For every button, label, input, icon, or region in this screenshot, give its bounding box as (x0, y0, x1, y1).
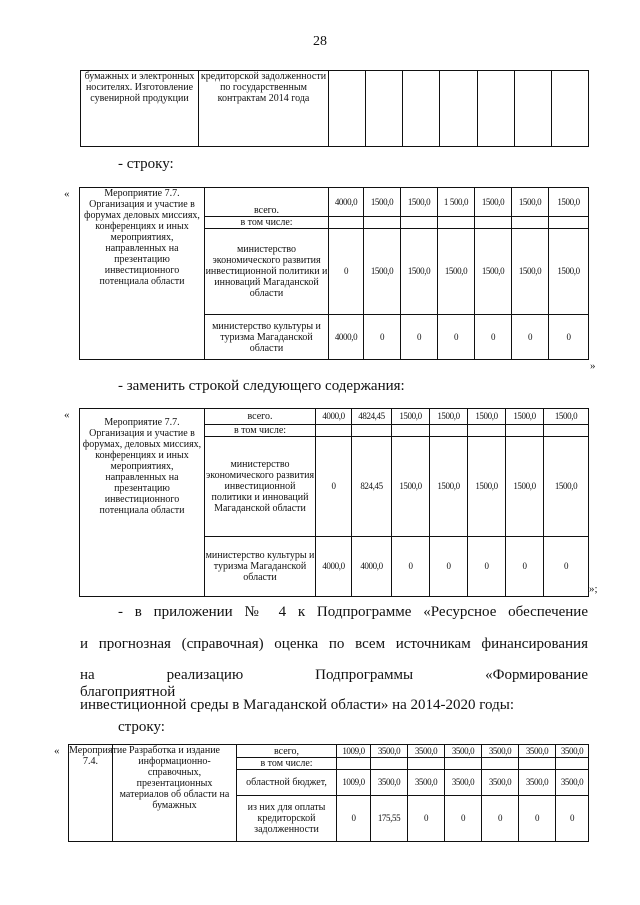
value-cell: 1500,0 (364, 229, 401, 315)
value-cell: 824,45 (352, 437, 392, 537)
empty-cell (408, 758, 445, 770)
value-cell: 0 (556, 796, 589, 842)
value-cell: 4000,0 (329, 188, 364, 217)
empty-cell (551, 71, 588, 147)
value-cell: 3500,0 (371, 745, 408, 758)
empty-cell (352, 425, 392, 437)
open-quote: « (54, 745, 60, 757)
empty-cell (445, 758, 482, 770)
value-cell: 3500,0 (482, 770, 519, 796)
row-label-ministry-economy: министерство экономического развития инвестиционной политики и инноваций Магаданской области (205, 437, 316, 537)
value-cell: 1500,0 (401, 229, 438, 315)
value-cell: 1500,0 (430, 437, 468, 537)
value-cell: 3500,0 (519, 745, 556, 758)
row-label-total: всего. (205, 409, 316, 425)
event-code: Мероприятие 7.4. (69, 745, 113, 842)
value-cell: 0 (482, 796, 519, 842)
value-cell: 0 (549, 315, 589, 360)
event-name: Разработка и издание информационно-справочных, презентационных материалов об области на бумажных (113, 745, 237, 842)
empty-cell (337, 758, 371, 770)
value-cell: 3500,0 (408, 745, 445, 758)
empty-cell (401, 217, 438, 229)
value-cell: 1500,0 (468, 409, 506, 425)
close-quote: » (590, 360, 596, 372)
row-label-total: всего, (237, 745, 337, 758)
empty-cell (392, 425, 430, 437)
empty-cell (556, 758, 589, 770)
value-cell: 1500,0 (392, 409, 430, 425)
empty-cell (440, 71, 477, 147)
empty-cell (329, 217, 364, 229)
old-row-table (79, 187, 589, 360)
resource-table (68, 744, 589, 842)
paragraph-line-2: и прогнозная (справочная) оценка по всем источникам финансирования (80, 636, 588, 652)
empty-cell (403, 71, 440, 147)
empty-cell (514, 71, 551, 147)
value-cell: 3500,0 (408, 770, 445, 796)
empty-cell (506, 425, 544, 437)
value-cell: 0 (468, 537, 506, 597)
empty-cell (482, 758, 519, 770)
empty-cell (475, 217, 512, 229)
instruction-replace-label: - заменить строкой следующего содержания: (118, 378, 405, 394)
paragraph-line-1: - в приложении № 4 к Подпрограмме «Ресурсное обеспечение (118, 604, 588, 620)
value-cell: 4000,0 (352, 537, 392, 597)
value-cell: 3500,0 (556, 745, 589, 758)
instruction-row-label: - строку: (118, 156, 174, 172)
value-cell: 1500,0 (544, 437, 589, 537)
value-cell: 0 (337, 796, 371, 842)
row-label-regional-budget: областной бюджет, (237, 770, 337, 796)
value-cell: 0 (544, 537, 589, 597)
open-quote: « (64, 409, 70, 421)
value-cell: 3500,0 (482, 745, 519, 758)
value-cell: 4000,0 (316, 537, 352, 597)
value-cell: 4000,0 (329, 315, 364, 360)
value-cell: 0 (408, 796, 445, 842)
row-label-creditor-debt: из них для оплаты кредиторской задолженности (237, 796, 337, 842)
empty-cell (438, 217, 475, 229)
value-cell: 0 (512, 315, 549, 360)
value-cell: 0 (392, 537, 430, 597)
value-cell: 0 (475, 315, 512, 360)
row-label-ministry-economy: министерство экономического развития инвестиционной политики и инноваций Магаданской области (205, 229, 329, 315)
value-cell: 175,55 (371, 796, 408, 842)
value-cell: 1500,0 (430, 409, 468, 425)
value-cell: 0 (445, 796, 482, 842)
cell-event-text: бумажных и электронных носителях. Изготовление сувенирной продукции (81, 71, 199, 147)
paragraph-line-3: на реализацию Подпрограммы «Формирование благоприятной (80, 667, 588, 700)
empty-cell (366, 71, 403, 147)
value-cell: 1500,0 (364, 188, 401, 217)
empty-cell (316, 425, 352, 437)
empty-cell (364, 217, 401, 229)
empty-cell (477, 71, 514, 147)
value-cell: 1500,0 (475, 229, 512, 315)
value-cell: 0 (316, 437, 352, 537)
value-cell: 1500,0 (512, 188, 549, 217)
empty-cell (549, 217, 589, 229)
value-cell: 1500,0 (549, 188, 589, 217)
row-label-total: всего. (205, 188, 329, 217)
close-quote-semicolon: »; (589, 583, 598, 595)
empty-cell (468, 425, 506, 437)
value-cell: 3500,0 (519, 770, 556, 796)
value-cell: 1500,0 (392, 437, 430, 537)
new-row-table (79, 408, 589, 597)
value-cell: 1009,0 (337, 770, 371, 796)
row-label-incl: в том числе: (205, 425, 316, 437)
value-cell: 0 (438, 315, 475, 360)
row-label-ministry-culture: министерство культуры и туризма Магаданской области (205, 315, 329, 360)
event-name: Мероприятие 7.7. Организация и участие в форумах деловых миссиях, конференциях и иных мероприятиях, направленных на презентацию инвестиционного потенциала области (80, 188, 205, 360)
event-name: Мероприятие 7.7. Организация и участие в форумах, деловых миссиях, конференциях и иных мероприятиях, направленных на презентацию инвестиционного потенциала области (80, 409, 205, 597)
value-cell: 1500,0 (549, 229, 589, 315)
value-cell: 0 (430, 537, 468, 597)
empty-cell (544, 425, 589, 437)
value-cell: 1009,0 (337, 745, 371, 758)
value-cell: 1500,0 (468, 437, 506, 537)
value-cell: 1500,0 (438, 229, 475, 315)
row-label-incl: в том числе: (205, 217, 329, 229)
empty-cell (519, 758, 556, 770)
row-label-incl: в том числе: (237, 758, 337, 770)
row-label-ministry-culture: министерство культуры и туризма Магаданской области (205, 537, 316, 597)
continuation-table (80, 70, 589, 147)
value-cell: 1500,0 (475, 188, 512, 217)
value-cell: 1500,0 (506, 409, 544, 425)
value-cell: 3500,0 (445, 770, 482, 796)
value-cell: 3500,0 (556, 770, 589, 796)
value-cell: 1500,0 (512, 229, 549, 315)
empty-cell (329, 71, 366, 147)
value-cell: 1500,0 (401, 188, 438, 217)
value-cell: 1500,0 (506, 437, 544, 537)
value-cell: 0 (519, 796, 556, 842)
empty-cell (512, 217, 549, 229)
value-cell: 0 (329, 229, 364, 315)
paragraph-line-4: инвестиционной среды в Магаданской области» на 2014-2020 годы: (80, 697, 514, 713)
cell-purpose-text: кредиторской задолженности по государственным контрактам 2014 года (199, 71, 329, 147)
value-cell: 0 (401, 315, 438, 360)
instruction-row-label-2: строку: (118, 719, 165, 735)
value-cell: 1 500,0 (438, 188, 475, 217)
value-cell: 1500,0 (544, 409, 589, 425)
empty-cell (371, 758, 408, 770)
value-cell: 4000,0 (316, 409, 352, 425)
value-cell: 3500,0 (371, 770, 408, 796)
empty-cell (430, 425, 468, 437)
open-quote: « (64, 188, 70, 200)
value-cell: 3500,0 (445, 745, 482, 758)
value-cell: 0 (506, 537, 544, 597)
page-number: 28 (313, 34, 327, 49)
value-cell: 0 (364, 315, 401, 360)
value-cell: 4824,45 (352, 409, 392, 425)
